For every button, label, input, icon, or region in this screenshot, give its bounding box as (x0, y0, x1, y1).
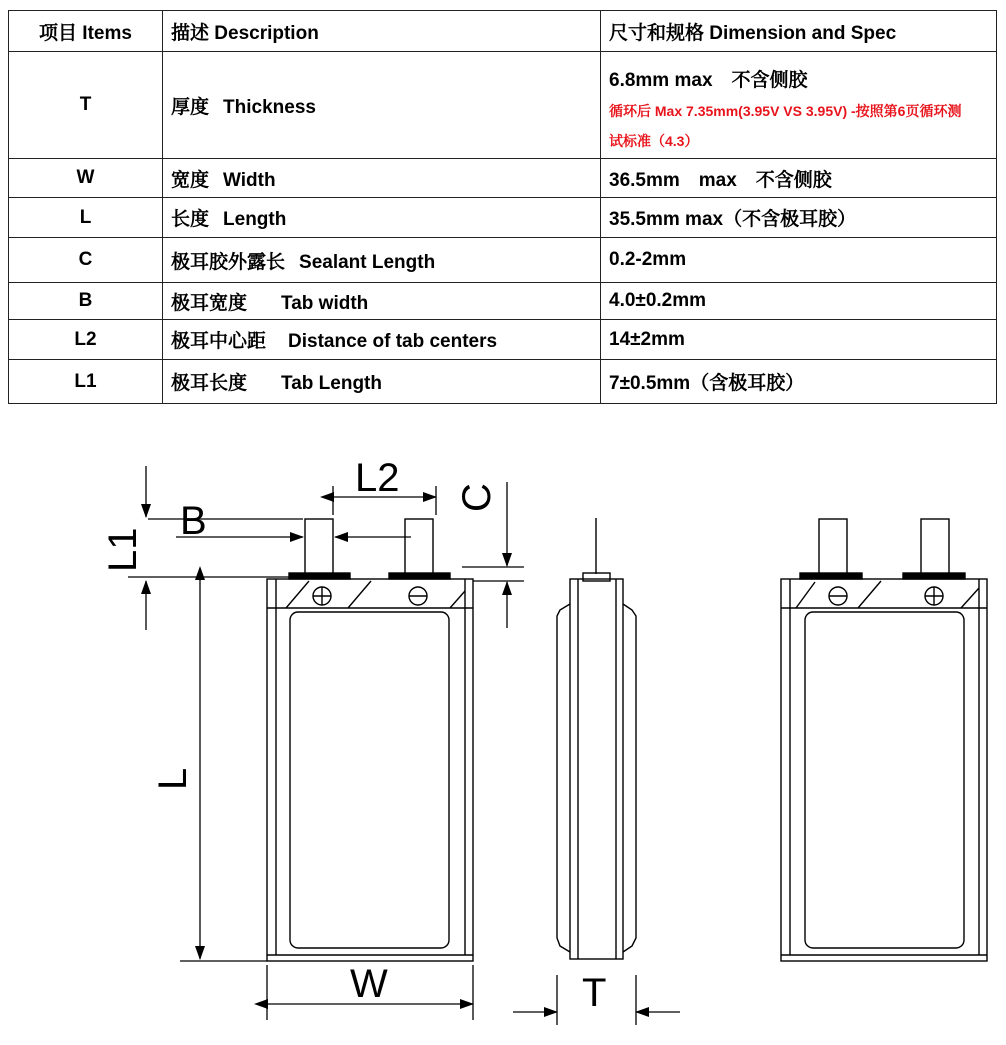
tab-left (305, 519, 333, 575)
desc-en: Distance of tab centers (288, 331, 498, 352)
cell-pocket (290, 612, 449, 948)
desc-en: Thickness (223, 96, 316, 118)
desc-en: Tab width (281, 292, 369, 314)
desc-en: Width (223, 169, 276, 191)
label-L: L (151, 767, 195, 790)
label-W: W (350, 962, 388, 1006)
item-code: L (9, 198, 163, 238)
side-sealant (583, 573, 610, 581)
item-spec: 14±2mm (601, 320, 997, 360)
label-B: B (180, 499, 207, 543)
back-pocket (805, 612, 964, 948)
item-spec: 35.5mm max（不含极耳胶） (601, 198, 997, 238)
cycle-note: 循环后 Max 7.35mm(3.95V VS 3.95V) -按照第6页循环测试标准（4.3） (609, 103, 962, 149)
desc-cn: 极耳中心距 (171, 331, 267, 352)
sealant-right (389, 573, 450, 579)
desc-en: Length (223, 209, 287, 230)
desc-cn: 极耳胶外露长 (171, 251, 286, 273)
side-view (557, 518, 636, 959)
item-spec: 4.0±0.2mm (601, 283, 997, 320)
desc-cn: 极耳宽度 (171, 292, 248, 314)
item-code: B (9, 283, 163, 320)
label-C: C (455, 483, 499, 512)
dimension-labels (101, 456, 606, 1015)
sealant-left (289, 573, 350, 579)
desc-cn: 长度 (171, 209, 210, 230)
label-L1: L1 (101, 527, 145, 572)
label-T: T (582, 971, 607, 1015)
back-tab-left (819, 519, 847, 575)
header-items: 项目 Items (9, 11, 163, 52)
item-code: C (9, 238, 163, 283)
front-view (267, 519, 473, 961)
desc-en: Sealant Length (299, 251, 436, 273)
tab-right (405, 519, 433, 575)
dimension-lines (128, 466, 680, 1025)
desc-cn: 宽度 (171, 169, 210, 191)
item-spec: 36.5mm max 不含侧胶 (601, 159, 997, 198)
item-spec: 0.2-2mm (601, 238, 997, 283)
back-view (781, 519, 987, 961)
desc-en: Tab Length (281, 373, 382, 394)
item-code: W (9, 159, 163, 198)
back-body (781, 579, 987, 961)
spec-value: 6.8mm max 不含侧胶 (609, 70, 808, 91)
header-description: 描述 Description (163, 11, 601, 52)
header-spec: 尺寸和规格 Dimension and Spec (601, 11, 997, 52)
desc-cn: 极耳长度 (171, 373, 248, 394)
cell-body (267, 579, 473, 961)
item-spec: 7±0.5mm（含极耳胶） (601, 360, 997, 404)
item-code: L2 (9, 320, 163, 360)
label-L2: L2 (355, 456, 400, 500)
back-tab-right (921, 519, 949, 575)
item-code: T (9, 52, 163, 159)
item-code: L1 (9, 360, 163, 404)
desc-cn: 厚度 (171, 96, 210, 118)
